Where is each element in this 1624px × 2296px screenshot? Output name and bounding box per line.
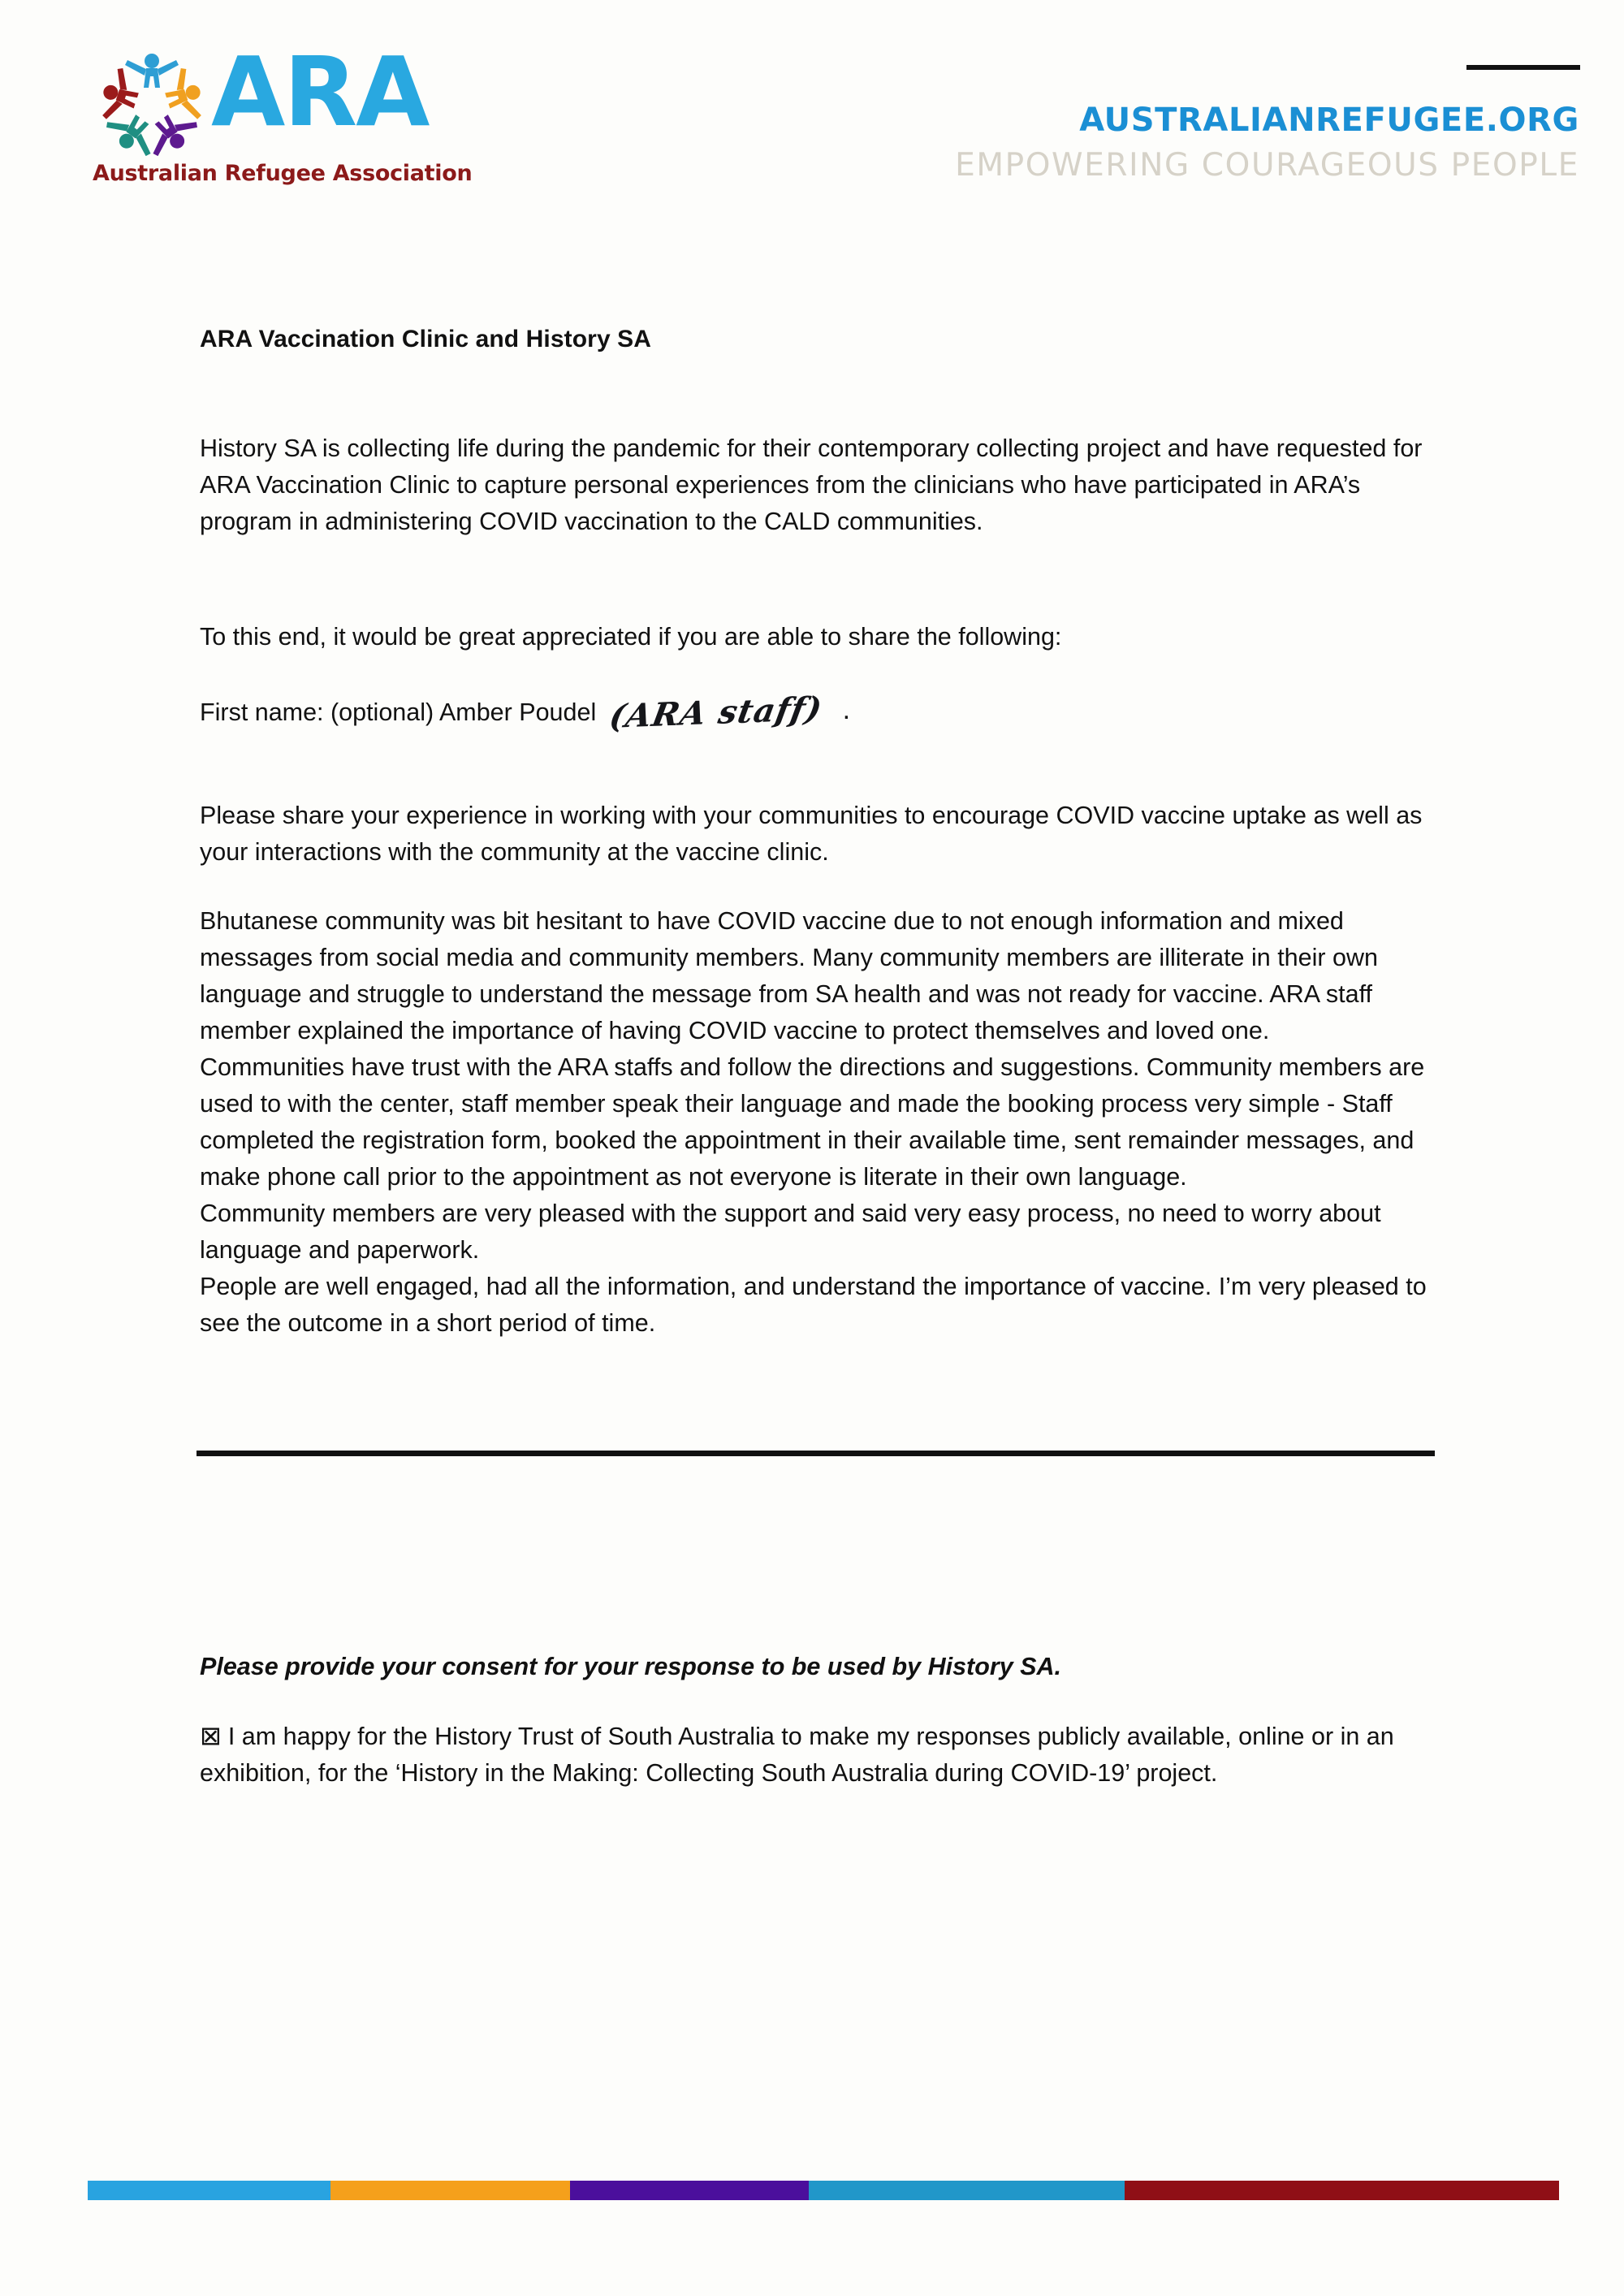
footer-segment-1 (88, 2181, 330, 2200)
prompt-paragraph: Please share your experience in working with your communities to encourage COVID vaccine uptake as well as your interactions with the community at the vaccine clinic. (200, 802, 1423, 866)
footer-color-bar (88, 2181, 1559, 2200)
footer-segment-2 (330, 2181, 570, 2200)
answer-paragraph: Bhutanese community was bit hesitant to have COVID vaccine due to not enough information and mixed messages from social media and community members. Many community members are illiterate in their own language and struggle to understand the message from SA health and was not ready for vaccine. ARA staff member explained the importance of having COVID vaccine to protect themselves and loved one. (200, 907, 1378, 1044)
first-name-label: First name: (optional) Amber Poudel (200, 698, 597, 726)
consent-statement-row (200, 1718, 1434, 1792)
answer-paragraph: People are well engaged, had all the information, and understand the importance of vaccine. I’m very pleased to see the outcome in a short period of time. (200, 1273, 1427, 1337)
consent-statement-text: I am happy for the History Trust of South Australia to make my responses publicly available, online or in an exhibition, for the ‘History in the Making: Collecting South Australia during COVID-19’ project. (200, 1723, 1394, 1787)
logo-organisation-name: Australian Refugee Association (93, 161, 473, 186)
page-header (0, 0, 1624, 203)
site-url: AUSTRALIANREFUGEE.ORG (1079, 102, 1579, 139)
ara-logo (91, 36, 473, 186)
header-rule (1466, 65, 1580, 70)
first-name-line (200, 690, 1434, 736)
answer-paragraph: Communities have trust with the ARA staffs and follow the directions and suggestions. Community members are used to with the center, staff member speak their language and made the booking process very simple - Staff completed the registration form, booked the appointment in their available time, sent remainder messages, and make phone call prior to the appointment as not everyone is literate in their own language. (200, 1053, 1425, 1191)
header-brand-text (955, 102, 1579, 184)
people-circle-logo-icon (91, 44, 213, 166)
handwritten-annotation: (ARA staff) (607, 690, 826, 736)
intro-paragraph: History SA is collecting life during the pandemic for their contemporary collecting project and have requested for ARA Vaccination Clinic to capture personal experiences from the clinicians who have participated in ARA’s program in administering COVID vaccination to the CALD communities. (200, 435, 1423, 535)
consent-lead-text: Please provide your consent for your response to be used by History SA. (200, 1653, 1061, 1680)
answer-paragraph: Community members are very pleased with the support and said very easy process, no need to worry about language and paperwork. (200, 1200, 1381, 1264)
footer-segment-3 (570, 2181, 809, 2200)
handwritten-mark: . (842, 694, 851, 725)
section-divider (197, 1451, 1435, 1456)
footer-segment-4 (809, 2181, 1125, 2200)
logo-acronym: ARA (211, 36, 429, 148)
answer-block (200, 903, 1434, 1342)
to-this-end-paragraph: To this end, it would be great appreciated if you are able to share the following: (200, 623, 1062, 651)
page-title: ARA Vaccination Clinic and History SA (200, 326, 652, 352)
consent-checkbox-icon[interactable]: ⊠ (200, 1720, 222, 1751)
footer-segment-5 (1125, 2181, 1559, 2200)
site-tagline: EMPOWERING COURAGEOUS PEOPLE (955, 147, 1579, 184)
